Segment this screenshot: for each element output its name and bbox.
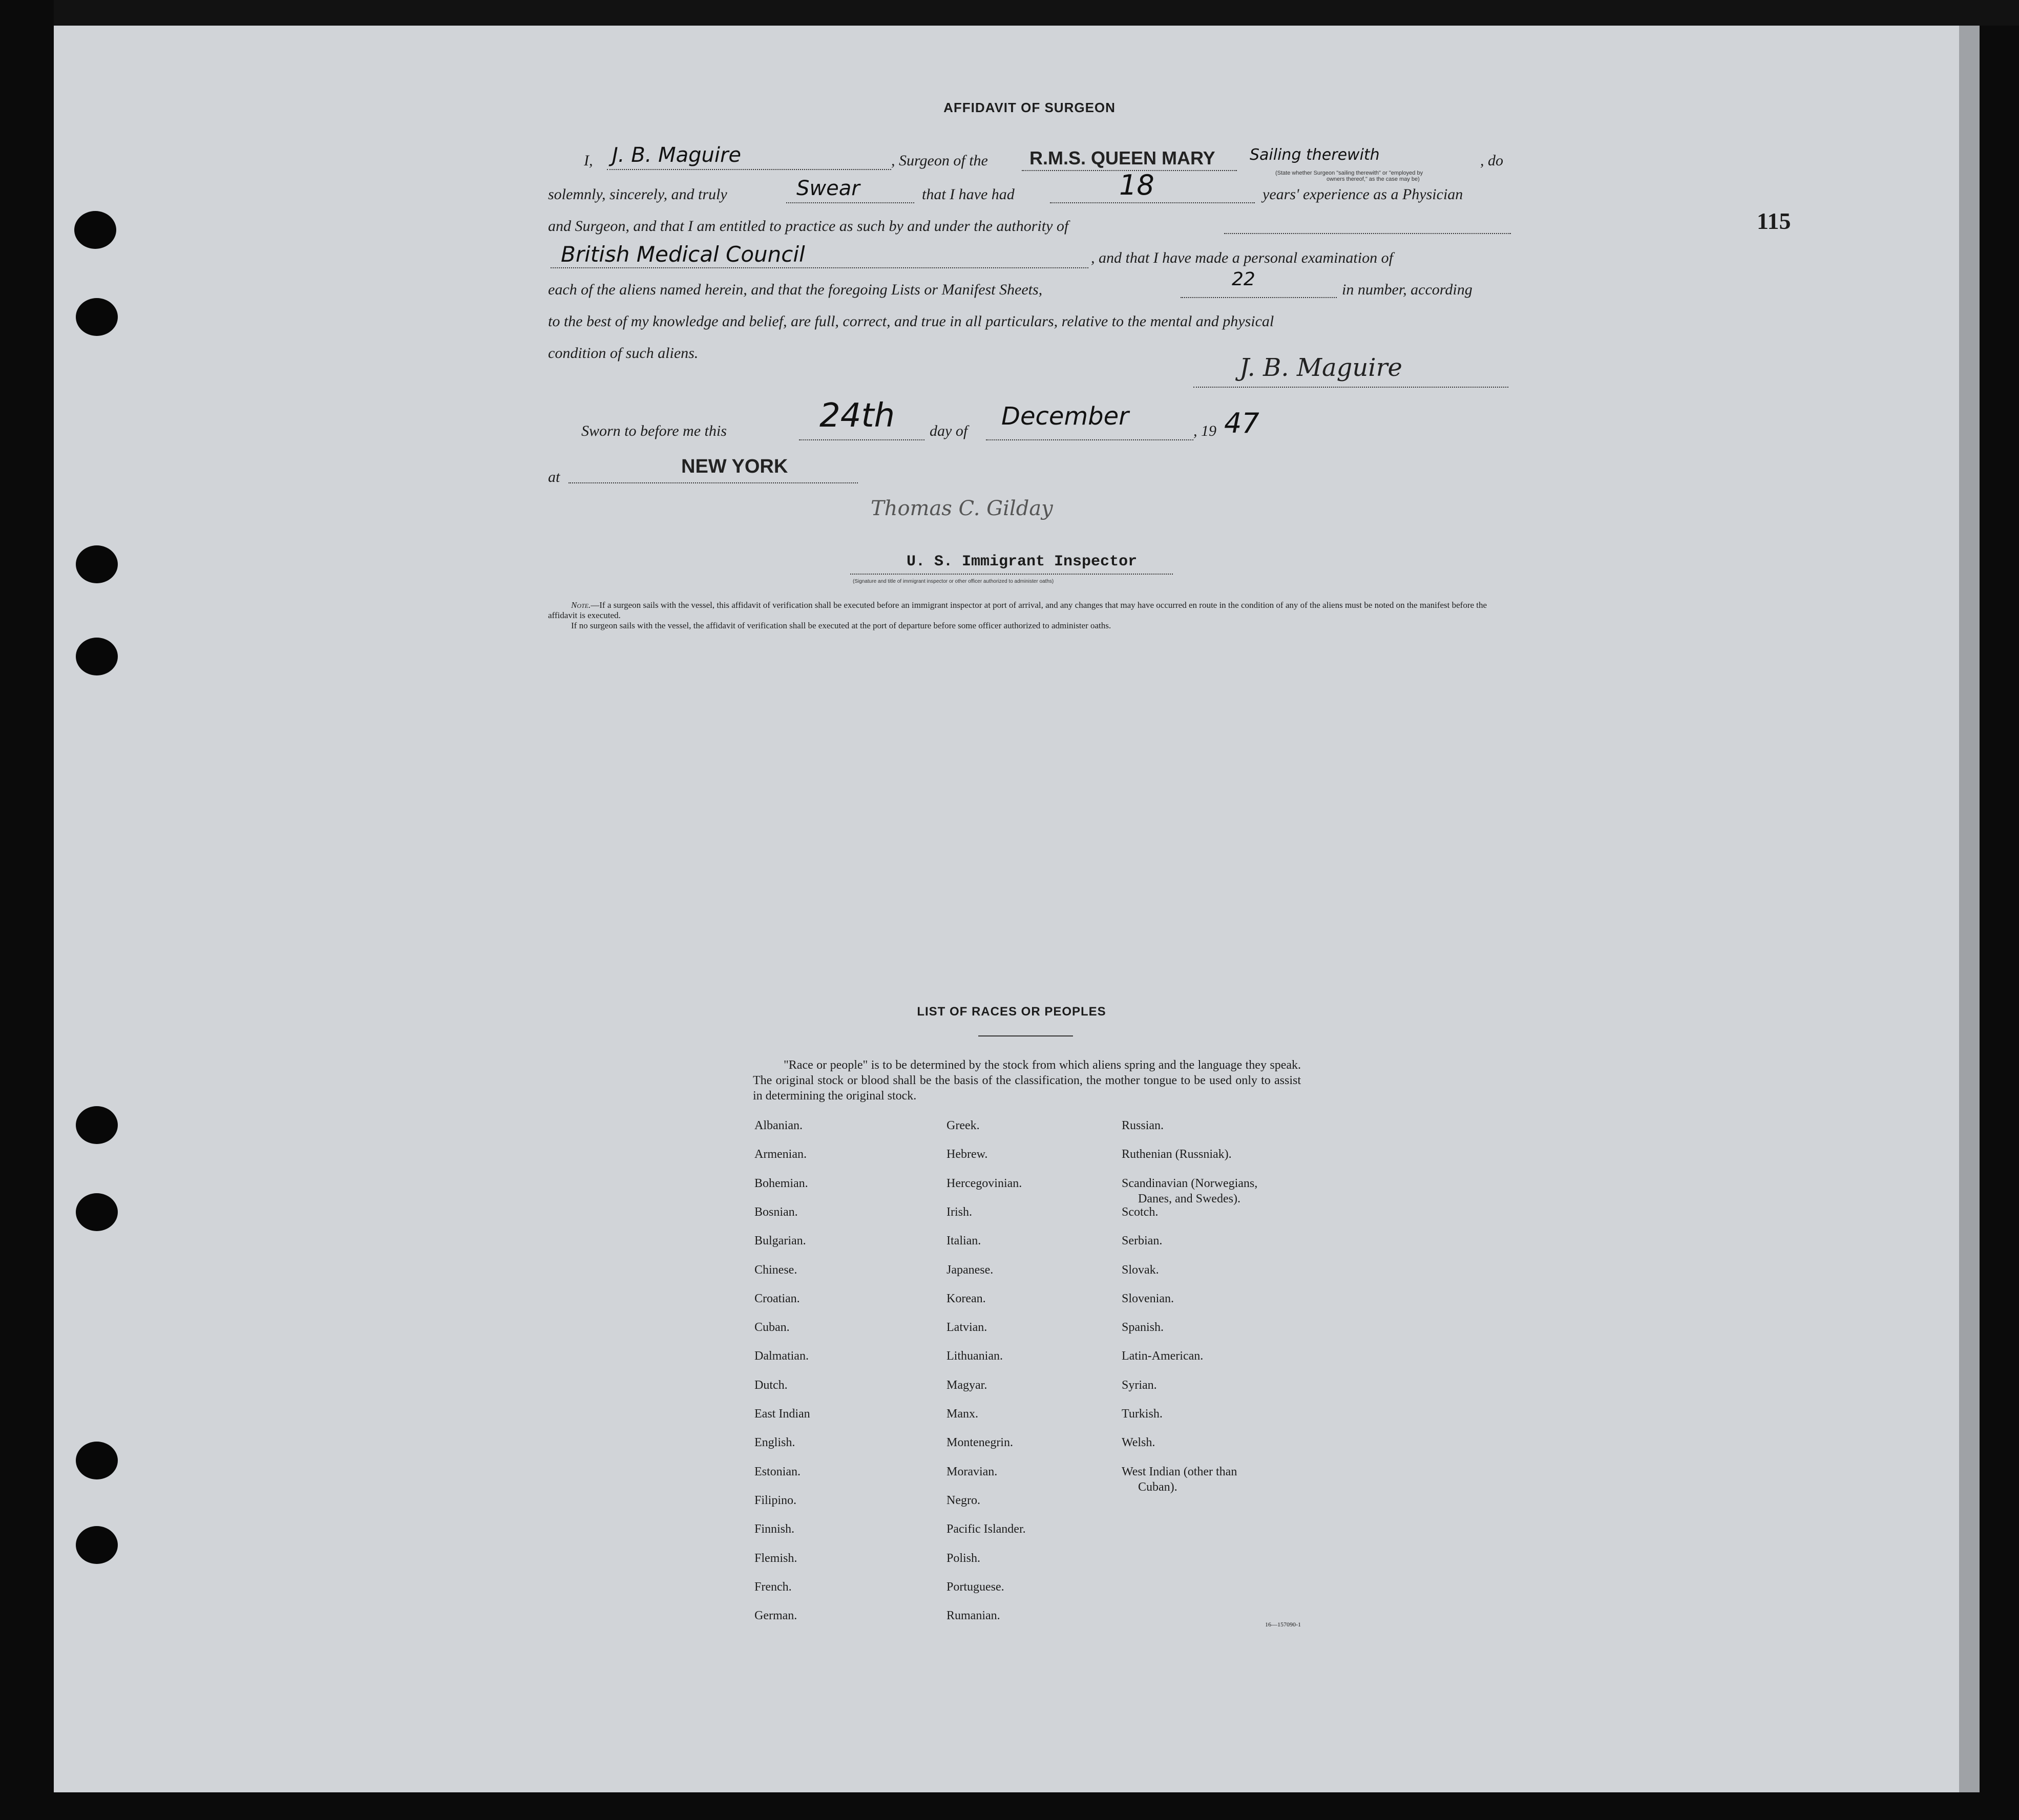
month-line [986,439,1193,440]
sailing-status: Sailing therewith [1250,146,1380,164]
swear-line [786,202,914,203]
sheets-line [1181,297,1337,298]
day-line [799,439,924,440]
race-item: Croatian. [754,1292,800,1305]
race-item: Portuguese. [947,1580,1004,1594]
race-item: Magyar. [947,1378,987,1392]
binder-hole [76,1193,118,1231]
surgeon-name: J. B. Maguire [612,143,742,167]
race-item: Cuban. [754,1321,790,1335]
race-item: Welsh. [1122,1436,1155,1450]
race-item: Lithuanian. [947,1349,1003,1363]
race-item: Hercegovinian. [947,1176,1022,1190]
signature-line [1193,387,1508,388]
race-item: French. [754,1580,792,1594]
races-title-rule [978,1035,1073,1036]
year-prefix: , 19 [1193,422,1216,439]
race-item: Cuban). [1138,1480,1177,1494]
race-item: Filipino. [754,1493,797,1507]
inspector-line [850,574,1173,575]
race-item: Bulgarian. [754,1234,806,1248]
inspector-title: U. S. Immigrant Inspector [907,553,1138,570]
race-item: Turkish. [1122,1407,1163,1421]
solemnly-label: solemnly, sincerely, and truly [548,186,727,203]
race-item: Danes, and Swedes). [1138,1192,1240,1205]
races-intro [753,1057,1301,1104]
race-item: Spanish. [1122,1321,1164,1335]
inspector-caption: (Signature and title of immigrant inspector or other officer authorized to administer oaths) [853,579,1054,584]
month-value: December [1001,402,1129,431]
authority-line [551,267,1088,268]
race-item: Slovenian. [1122,1292,1174,1305]
place-value: NEW YORK [681,456,788,477]
race-item: Scandinavian (Norwegians, [1122,1176,1258,1190]
race-item: Dalmatian. [754,1349,809,1363]
binder-hole [76,545,118,583]
examination-label: , and that I have made a personal examination of [1091,249,1393,266]
race-item: Italian. [947,1234,981,1248]
at-label: at [548,469,560,485]
years-experience-label: years' experience as a Physician [1263,186,1463,203]
page-number: 115 [1757,208,1791,234]
race-item: Russian. [1122,1119,1164,1132]
sailing-note-1: (State whether Surgeon "sailing therewith" or "employed by [1275,170,1423,176]
years-value: 18 [1119,169,1154,201]
binder-hole [76,1106,118,1144]
race-item: Syrian. [1122,1378,1157,1392]
form-code: 16—157090-1 [1265,1621,1301,1628]
have-had-label: that I have had [922,186,1015,203]
race-item: Manx. [947,1407,978,1421]
year-value: 47 [1224,407,1259,439]
race-item: Japanese. [947,1263,994,1277]
binder-hole [74,211,116,249]
race-item: Latvian. [947,1321,987,1335]
race-item: Rumanian. [947,1609,1000,1623]
race-item: Bosnian. [754,1205,798,1219]
day-value: 24th [819,397,895,435]
races-intro-text: "Race or people" is to be determined by the stock from which aliens spring and the language they speak. The original stock or blood shall be the basis of the classification, the mother tongue to be used only to assist in determining the original stock. [753,1059,1301,1103]
race-item: West Indian (other than [1122,1465,1237,1478]
do-label: , do [1480,152,1503,169]
race-item: Pacific Islander. [947,1522,1026,1536]
in-number-label: in number, according [1342,281,1473,298]
knowledge-label: to the best of my knowledge and belief, are full, correct, and true in all particulars, relative to the mental and physical [548,313,1274,330]
prefix-i: I, [584,152,593,169]
race-item: Korean. [947,1292,986,1305]
race-item: English. [754,1436,795,1450]
authority-value: British Medical Council [561,242,805,267]
swear-value: Swear [796,177,860,200]
affidavit-title: AFFIDAVIT OF SURGEON [943,100,1116,115]
race-item: Chinese. [754,1263,797,1277]
entitled-label: and Surgeon, and that I am entitled to practice as such by and under the authority of [548,218,1069,235]
race-item: Bohemian. [754,1176,808,1190]
race-item: Albanian. [754,1119,803,1132]
affidavit-note [548,600,1511,631]
race-item: Latin-American. [1122,1349,1204,1363]
race-item: Armenian. [754,1148,807,1161]
race-item: Ruthenian (Russniak). [1122,1148,1232,1161]
race-item: Finnish. [754,1522,795,1536]
place-line [569,482,858,483]
sheets-value: 22 [1232,269,1255,290]
race-item: Negro. [947,1493,980,1507]
sailing-note-2: owners thereof," as the case may be) [1327,176,1420,182]
note-label: Note. [571,600,591,610]
lists-label: each of the aliens named herein, and that the foregoing Lists or Manifest Sheets, [548,281,1043,298]
race-item: East Indian [754,1407,810,1421]
condition-label: condition of such aliens. [548,345,699,362]
note-surgeon-sails: —If a surgeon sails with the vessel, this affidavit of verification shall be executed before an immigrant inspector at port of arrival, and any changes that may have occurred en route in the condition of any of the aliens must be noted on the manifest before the affidavit is executed. [548,600,1487,620]
vessel-name: R.M.S. QUEEN MARY [1029,147,1215,168]
binder-hole [76,298,118,336]
page-edge [1959,26,1980,1792]
race-item: Greek. [947,1119,980,1132]
race-item: Slovak. [1122,1263,1159,1277]
day-of-label: day of [930,422,968,439]
authority-line-a [1224,233,1511,234]
inspector-signature: Thomas C. Gilday [871,497,1053,520]
race-item: Montenegrin. [947,1436,1013,1450]
race-item: Estonian. [754,1465,801,1478]
surgeon-name-line [607,169,891,170]
race-item: Moravian. [947,1465,998,1478]
years-line [1050,202,1255,203]
note-no-surgeon: If no surgeon sails with the vessel, the affidavit of verification shall be executed at the port of departure before some officer authorized to administer oaths. [571,621,1111,630]
race-item: Irish. [947,1205,972,1219]
sworn-label: Sworn to before me this [581,422,727,439]
surgeon-signature: J. B. Maguire [1239,353,1402,382]
race-item: Scotch. [1122,1205,1159,1219]
binder-hole [76,1442,118,1479]
race-item: Hebrew. [947,1148,988,1161]
race-item: Flemish. [754,1551,797,1565]
race-item: Polish. [947,1551,981,1565]
race-item: German. [754,1609,797,1623]
race-item: Dutch. [754,1378,788,1392]
scan-border-top [54,0,2019,26]
surgeon-of-label: , Surgeon of the [891,152,988,169]
binder-hole [76,638,118,675]
race-item: Serbian. [1122,1234,1163,1248]
races-title: LIST OF RACES OR PEOPLES [917,1005,1106,1019]
binder-hole [76,1526,118,1564]
